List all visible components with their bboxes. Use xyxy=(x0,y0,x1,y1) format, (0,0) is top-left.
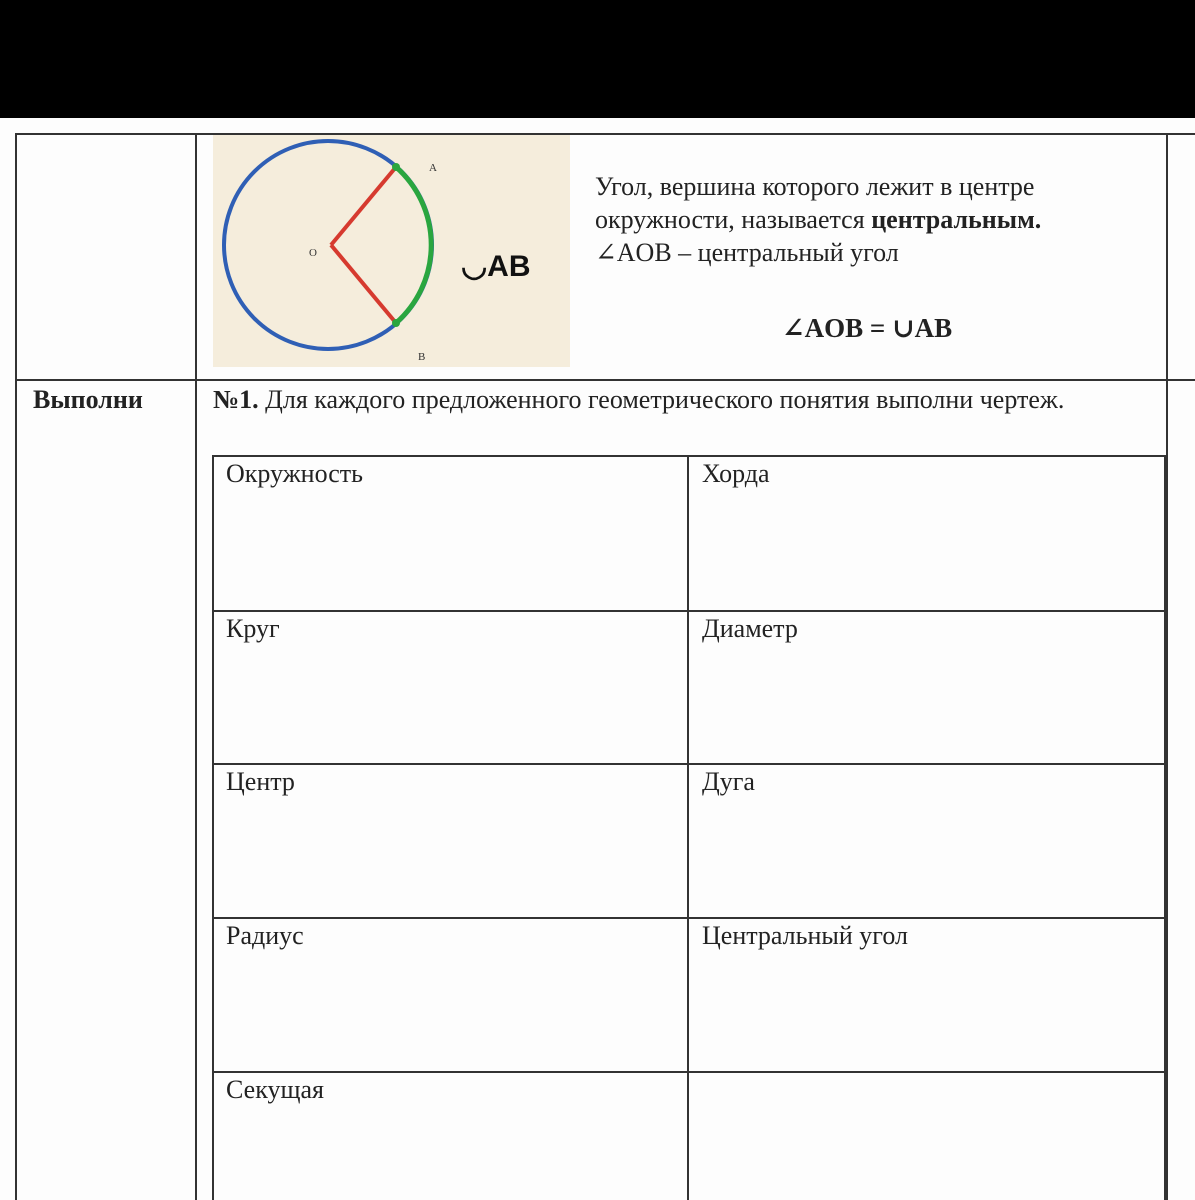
concept-cell-label: Центр xyxy=(226,767,295,796)
grid-middle-border xyxy=(687,455,689,1200)
concept-cell-label: Секущая xyxy=(226,1075,324,1104)
outer-table-left-border xyxy=(15,133,17,1200)
concept-cell-label: Хорда xyxy=(702,459,770,488)
central-angle-figure xyxy=(213,135,570,367)
concept-cell-label: Окружность xyxy=(226,459,364,488)
grid-row-line xyxy=(212,455,1166,457)
radius-oa-shape xyxy=(331,167,396,245)
task-instruction-text: Для каждого предложенного геометрического понятия выполни чертеж. xyxy=(265,385,1065,414)
task-number: №1. xyxy=(213,385,259,414)
task-row-label: Выполни xyxy=(33,385,143,414)
outer-table-top-border xyxy=(15,133,1195,135)
angle-aob-line: ∠AOB – центральный угол xyxy=(595,238,899,267)
point-a-label: A xyxy=(429,162,437,174)
central-angle-formula: ∠AOB = ∪AB xyxy=(782,313,953,343)
outer-table-row-divider xyxy=(15,379,1195,381)
outer-table-column-divider xyxy=(195,133,197,1200)
concept-cell-label: Дуга xyxy=(702,767,755,796)
arc-ab-symbol: ◡AB xyxy=(461,250,531,283)
grid-row-line xyxy=(212,763,1166,765)
grid-row-line xyxy=(212,917,1166,919)
point-b-label: B xyxy=(418,351,426,363)
radius-ob-shape xyxy=(331,245,396,323)
grid-left-border xyxy=(212,455,214,1200)
concept-cell-label: Круг xyxy=(226,614,280,643)
outer-table-right-border xyxy=(1166,133,1168,1200)
grid-row-line xyxy=(212,610,1166,612)
point-a-dot xyxy=(392,163,400,171)
point-o-label: O xyxy=(309,247,317,259)
concept-cell-label: Радиус xyxy=(226,921,304,950)
concept-cell-label: Центральный угол xyxy=(702,921,908,950)
central-angle-definition xyxy=(595,170,1155,269)
point-b-dot xyxy=(392,319,400,327)
definition-bold-term: центральным. xyxy=(871,205,1042,234)
definition-text: Угол, вершина которого лежит в центре окружности, называется xyxy=(595,172,1035,234)
grid-row-line xyxy=(212,1071,1166,1073)
task-instruction xyxy=(213,385,1158,415)
concept-cell-label: Диаметр xyxy=(702,614,798,643)
arc-ab-shape xyxy=(396,167,431,323)
grid-right-border xyxy=(1164,455,1166,1200)
top-black-bar xyxy=(0,0,1195,118)
